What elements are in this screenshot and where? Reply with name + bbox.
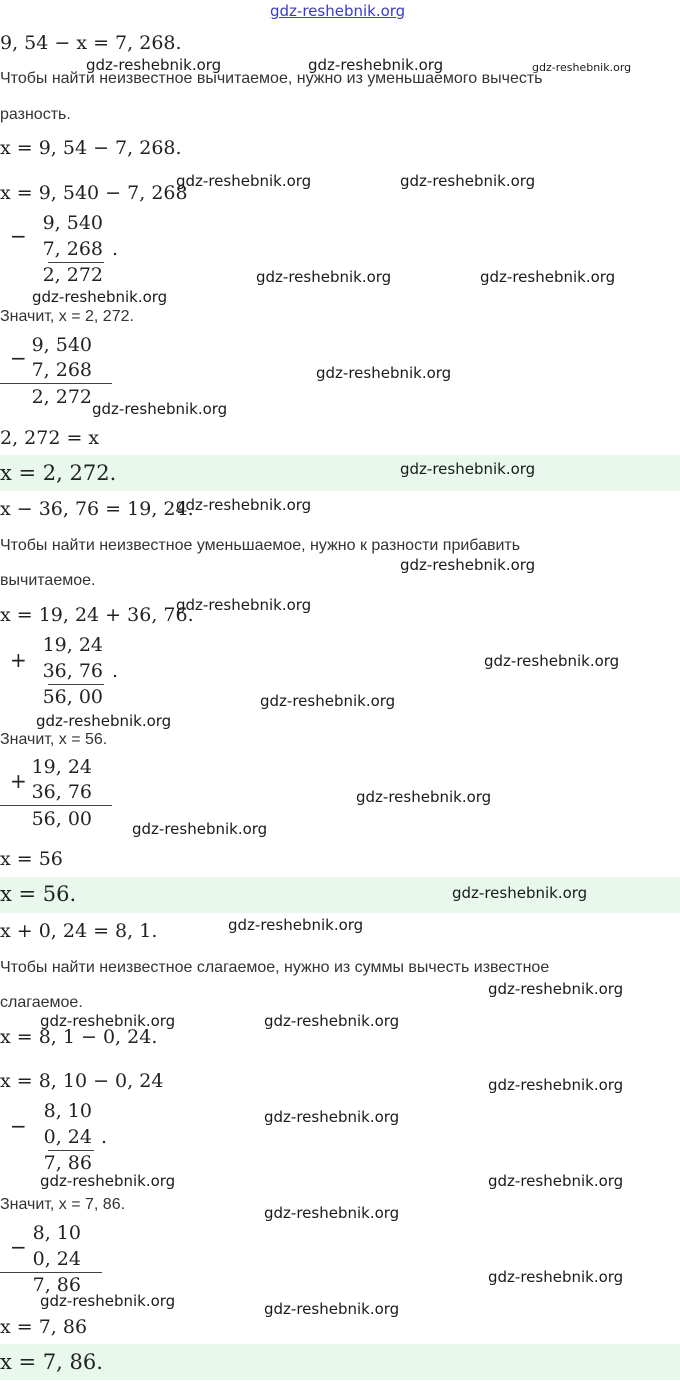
column-dot: . [112, 238, 119, 260]
task3-equation: x + 0, 24 = 8, 1. [0, 920, 158, 942]
minus-sign: − [10, 1114, 27, 1138]
task2-rule-line2: вычитаемое. [0, 572, 96, 589]
watermark-text: gdz-reshebnik.org [176, 172, 312, 190]
column-operand-b: 0, 24 [32, 1248, 81, 1270]
task1-equation: 9, 54 − x = 7, 268. [0, 32, 182, 54]
watermark-text: gdz-reshebnik.org [308, 56, 444, 74]
task2-equation: x − 36, 76 = 19, 24. [0, 498, 194, 520]
column-result: 56, 00 [31, 808, 92, 830]
column-operand-a: 8, 10 [32, 1222, 81, 1244]
column-divider [48, 262, 104, 263]
task1-step2: x = 9, 540 − 7, 268 [0, 182, 188, 204]
watermark-text: gdz-reshebnik.org [488, 1268, 624, 1286]
column-result: 56, 00 [42, 686, 103, 708]
task1-answer: x = 2, 272. [0, 461, 117, 485]
watermark-text: gdz-reshebnik.org [264, 1204, 400, 1222]
plus-sign: + [10, 648, 27, 672]
task3-check: x = 7, 86 [0, 1316, 88, 1338]
column-dot: . [101, 1126, 108, 1148]
watermark-text: gdz-reshebnik.org [484, 652, 620, 670]
task3-step2: x = 8, 10 − 0, 24 [0, 1070, 164, 1092]
column-dot: . [112, 660, 119, 682]
watermark-text: gdz-reshebnik.org [480, 268, 616, 286]
watermark-text: gdz-reshebnik.org [260, 692, 396, 710]
column-result: 2, 272 [31, 386, 92, 408]
task3-rule-line1: Чтобы найти неизвестное слагаемое, нужно из суммы вычесть известное [0, 959, 550, 976]
watermark-text: gdz-reshebnik.org [40, 1012, 176, 1030]
watermark-text: gdz-reshebnik.org [40, 1292, 176, 1310]
watermark-text: gdz-reshebnik.org [264, 1108, 400, 1126]
watermark-text: gdz-reshebnik.org [400, 172, 536, 190]
task3-step1: x = 8, 1 − 0, 24. [0, 1026, 158, 1048]
column-divider [0, 383, 112, 384]
column-operand-b: 36, 76 [42, 660, 103, 682]
column-operand-b: 7, 268 [42, 238, 103, 260]
watermark-text: gdz-reshebnik.org [40, 1172, 176, 1190]
watermark-text: gdz-reshebnik.org [400, 556, 536, 574]
watermark-text: gdz-reshebnik.org [488, 1076, 624, 1094]
watermark-text: gdz-reshebnik.org [400, 460, 536, 478]
watermark-text: gdz-reshebnik.org [92, 400, 228, 418]
task2-therefore: Значит, x = 56. [0, 731, 108, 748]
column-operand-a: 19, 24 [31, 756, 92, 778]
task2-rule-line1: Чтобы найти неизвестное уменьшаемое, нужно к разности прибавить [0, 537, 521, 554]
minus-sign: − [10, 224, 27, 248]
watermark-text: gdz-reshebnik.org [532, 61, 632, 74]
column-divider [48, 1150, 94, 1151]
task3-therefore: Значит, x = 7, 86. [0, 1196, 126, 1213]
task2-check: x = 56 [0, 848, 63, 870]
column-operand-a: 8, 10 [43, 1100, 92, 1122]
task1-therefore: Значит, x = 2, 272. [0, 308, 134, 325]
watermark-text: gdz-reshebnik.org [356, 788, 492, 806]
watermark-text: gdz-reshebnik.org [264, 1300, 400, 1318]
watermark-text: gdz-reshebnik.org [32, 288, 168, 306]
minus-sign: − [10, 1235, 27, 1259]
watermark-text: gdz-reshebnik.org [488, 1172, 624, 1190]
watermark-text: gdz-reshebnik.org [256, 268, 392, 286]
task1-step1: x = 9, 54 − 7, 268. [0, 137, 182, 159]
column-divider [0, 1272, 102, 1273]
task3-rule-line2: слагаемое. [0, 994, 83, 1011]
watermark-text: gdz-reshebnik.org [176, 496, 312, 514]
column-result: 7, 86 [43, 1152, 92, 1174]
task2-answer: x = 56. [0, 882, 77, 906]
task1-check: 2, 272 = x [0, 427, 100, 449]
column-operand-b: 36, 76 [31, 781, 92, 803]
watermark-text: gdz-reshebnik.org [86, 56, 222, 74]
watermark-text: gdz-reshebnik.org [132, 820, 268, 838]
watermark-text: gdz-reshebnik.org [176, 596, 312, 614]
column-divider [0, 805, 112, 806]
watermark-text: gdz-reshebnik.org [36, 712, 172, 730]
task3-answer: x = 7, 86. [0, 1350, 103, 1374]
site-watermark-link[interactable]: gdz-reshebnik.org [270, 2, 406, 20]
watermark-text: gdz-reshebnik.org [228, 916, 364, 934]
column-operand-b: 0, 24 [43, 1126, 92, 1148]
column-operand-a: 19, 24 [42, 634, 103, 656]
column-result: 2, 272 [42, 264, 103, 286]
column-result: 7, 86 [32, 1274, 81, 1296]
column-operand-b: 7, 268 [31, 359, 92, 381]
column-operand-a: 9, 540 [31, 334, 92, 356]
task2-step1: x = 19, 24 + 36, 76. [0, 604, 194, 626]
minus-sign: − [10, 346, 27, 370]
task1-rule-line2: разность. [0, 106, 71, 123]
column-operand-a: 9, 540 [42, 212, 103, 234]
task1-rule-line1: Чтобы найти неизвестное вычитаемое, нужно из уменьшаемого вычесть [0, 70, 543, 87]
watermark-text: gdz-reshebnik.org [488, 980, 624, 998]
watermark-text: gdz-reshebnik.org [264, 1012, 400, 1030]
watermark-text: gdz-reshebnik.org [316, 364, 452, 382]
plus-sign: + [10, 769, 27, 793]
watermark-text: gdz-reshebnik.org [452, 884, 588, 902]
column-divider [48, 684, 104, 685]
